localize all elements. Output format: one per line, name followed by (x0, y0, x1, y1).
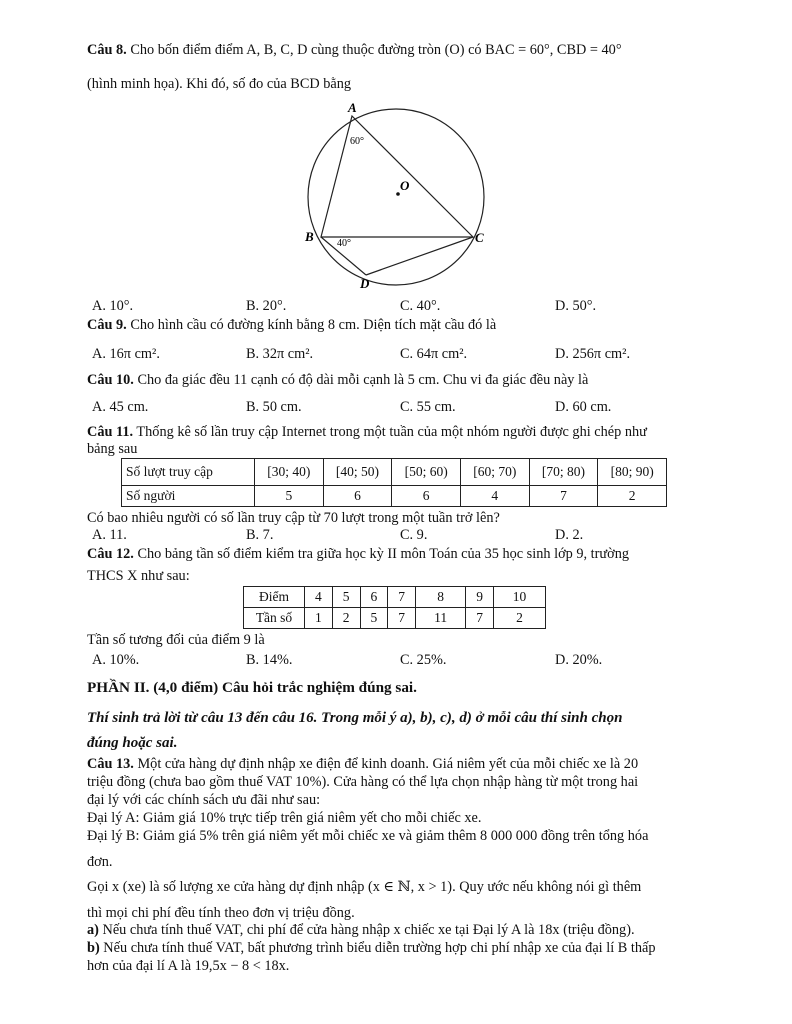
table-cell: 5 (360, 608, 388, 629)
q8-option-a[interactable]: A. 10°. (92, 298, 134, 314)
q13-text-1: Một cửa hàng dự định nhập xe điện để kinh doanh. Giá niêm yết của mỗi chiếc xe là 20 (137, 756, 639, 772)
label-d: D (360, 276, 370, 290)
circle-o (308, 109, 484, 285)
q10-option-c[interactable]: C. 55 cm. (400, 399, 456, 415)
table-header-cell: Tần số (244, 608, 305, 629)
table-cell: 2 (493, 608, 545, 629)
q8-option-b[interactable]: B. 20°. (246, 298, 287, 314)
q10-option-b[interactable]: B. 50 cm. (246, 399, 302, 415)
table-cell: 7 (388, 587, 416, 608)
q13-item-a-text: Nếu chưa tính thuế VAT, chi phí để cửa hàng nhập x chiếc xe tại Đại lý A là 18x (triệu đồng). (102, 922, 635, 938)
table-cell: [30; 40) (255, 459, 324, 486)
table-header-cell: Số lượt truy cập (122, 459, 255, 486)
label-a: A (348, 100, 357, 115)
q11-line1 (87, 424, 647, 441)
q9-option-c[interactable]: C. 64π cm². (400, 346, 468, 362)
angle-a-label: 60° (350, 136, 364, 147)
table-cell: 11 (416, 608, 466, 629)
q9-line (87, 317, 496, 334)
q9-option-d[interactable]: D. 256π cm². (555, 346, 631, 362)
q13-let-2: thì mọi chi phí đều tính theo đơn vị triệu đồng. (87, 905, 355, 921)
q10-line (87, 372, 588, 389)
q8-text-1: Cho bốn điểm điểm A, B, C, D cùng thuộc đường tròn (O) có BAC = 60°, CBD = 40° (130, 42, 622, 58)
table-cell: 10 (493, 587, 545, 608)
q13-item-b (87, 940, 655, 957)
q11-text-1: Thống kê số lần truy cập Internet trong một tuần của một nhóm người được ghi chép như (136, 424, 647, 440)
q12-option-b[interactable]: B. 14%. (246, 652, 293, 668)
q13-item-a-label: a) (87, 922, 99, 938)
q13-label: Câu 13. (87, 756, 134, 772)
table-cell: 5 (255, 486, 324, 507)
q12-line2: THCS X như sau: (87, 568, 190, 584)
q8-circle-figure (300, 100, 500, 290)
q12-label: Câu 12. (87, 546, 134, 562)
q13-item-a (87, 922, 635, 939)
q10-option-d[interactable]: D. 60 cm. (555, 399, 612, 415)
q9-text: Cho hình cầu có đường kính bằng 8 cm. Diện tích mặt cầu đó là (130, 317, 497, 333)
q13-let-1: Gọi x (xe) là số lượng xe cửa hàng dự định nhập (x ∈ ℕ, x > 1). Quy ước nếu không nói gì thêm (87, 879, 642, 895)
table-cell: 6 (392, 486, 461, 507)
q9-label: Câu 9. (87, 317, 127, 333)
q13-line3: đại lý với các chính sách ưu đãi như sau: (87, 792, 321, 808)
q12-table (243, 586, 546, 629)
label-o: O (400, 178, 410, 193)
table-row (244, 587, 546, 608)
segment-dc (366, 237, 473, 275)
table-cell: 8 (416, 587, 466, 608)
q13-agent-b-2: đơn. (87, 854, 113, 870)
table-cell: 5 (332, 587, 360, 608)
triangle-abc (321, 116, 473, 237)
q12-option-d[interactable]: D. 20%. (555, 652, 603, 668)
q11-option-d[interactable]: D. 2. (555, 527, 584, 543)
q8-option-d[interactable]: D. 50°. (555, 298, 597, 314)
part2-instruction-1: Thí sinh trả lời từ câu 13 đến câu 16. Trong mỗi ý a), b), c), d) ở mỗi câu thí sinh chọn (87, 710, 623, 726)
q8-line1 (87, 42, 622, 59)
q11-option-a[interactable]: A. 11. (92, 527, 127, 543)
table-header-cell: Điểm (244, 587, 305, 608)
q12-line1 (87, 546, 629, 563)
table-cell: 9 (466, 587, 494, 608)
q11-table (121, 458, 667, 507)
q12-question: Tần số tương đối của điểm 9 là (87, 632, 265, 648)
q8-option-c[interactable]: C. 40°. (400, 298, 441, 314)
table-cell: [50; 60) (392, 459, 461, 486)
table-cell: [70; 80) (529, 459, 598, 486)
q13-agent-a: Đại lý A: Giảm giá 10% trực tiếp trên giá niêm yết cho mỗi chiếc xe. (87, 810, 482, 826)
table-cell: 7 (529, 486, 598, 507)
label-b: B (305, 229, 314, 244)
part2-instruction-2: đúng hoặc sai. (87, 735, 178, 751)
q10-option-a[interactable]: A. 45 cm. (92, 399, 149, 415)
q9-option-b[interactable]: B. 32π cm². (246, 346, 314, 362)
q13-item-b-label: b) (87, 940, 100, 956)
table-cell: 4 (460, 486, 529, 507)
table-cell: [60; 70) (460, 459, 529, 486)
table-cell: [80; 90) (598, 459, 667, 486)
table-cell: 6 (360, 587, 388, 608)
table-cell: 1 (305, 608, 333, 629)
q8-line2: (hình minh họa). Khi đó, số đo của BCD bằng (87, 76, 352, 92)
table-row (122, 486, 667, 507)
table-cell: 6 (323, 486, 392, 507)
q11-label: Câu 11. (87, 424, 134, 440)
q12-text-1: Cho bảng tần số điểm kiểm tra giữa học kỳ II môn Toán của 35 học sinh lớp 9, trường (137, 546, 629, 562)
angle-b-label: 40° (337, 238, 351, 249)
table-cell: [40; 50) (323, 459, 392, 486)
table-header-cell: Số người (122, 486, 255, 507)
q8-label: Câu 8. (87, 42, 127, 58)
q11-option-c[interactable]: C. 9. (400, 527, 428, 543)
part2-heading: PHẦN II. (4,0 điểm) Câu hỏi trắc nghiệm đúng sai. (87, 679, 417, 696)
q10-label: Câu 10. (87, 372, 134, 388)
table-row (122, 459, 667, 486)
label-c: C (475, 230, 484, 245)
q13-item-b-text-1: Nếu chưa tính thuế VAT, bất phương trình biểu diễn trường hợp chi phí nhập xe của đại lí B thấp (103, 940, 656, 956)
q12-option-c[interactable]: C. 25%. (400, 652, 447, 668)
q13-line1 (87, 756, 638, 773)
q11-question: Có bao nhiêu người có số lần truy cập từ 70 lượt trong một tuần trở lên? (87, 510, 500, 526)
q12-option-a[interactable]: A. 10%. (92, 652, 140, 668)
table-cell: 2 (598, 486, 667, 507)
q13-line2: triệu đồng (chưa bao gồm thuế VAT 10%). Cửa hàng có thể lựa chọn nhập hàng từ một trong hai (87, 774, 639, 790)
table-cell: 2 (332, 608, 360, 629)
q11-option-b[interactable]: B. 7. (246, 527, 274, 543)
table-cell: 7 (388, 608, 416, 629)
q9-option-a[interactable]: A. 16π cm². (92, 346, 160, 362)
q10-text: Cho đa giác đều 11 cạnh có độ dài mỗi cạnh là 5 cm. Chu vi đa giác đều này là (137, 372, 589, 388)
q13-agent-b-1: Đại lý B: Giảm giá 5% trên giá niêm yết mỗi chiếc xe và giảm thêm 8 000 000 đồng trên tổng hóa (87, 828, 649, 844)
q13-item-b-line2: hơn của đại lí A là 19,5x − 8 < 18x. (87, 958, 290, 974)
table-cell: 7 (466, 608, 494, 629)
table-row (244, 608, 546, 629)
table-cell: 4 (305, 587, 333, 608)
q11-line2: bảng sau (87, 441, 138, 457)
